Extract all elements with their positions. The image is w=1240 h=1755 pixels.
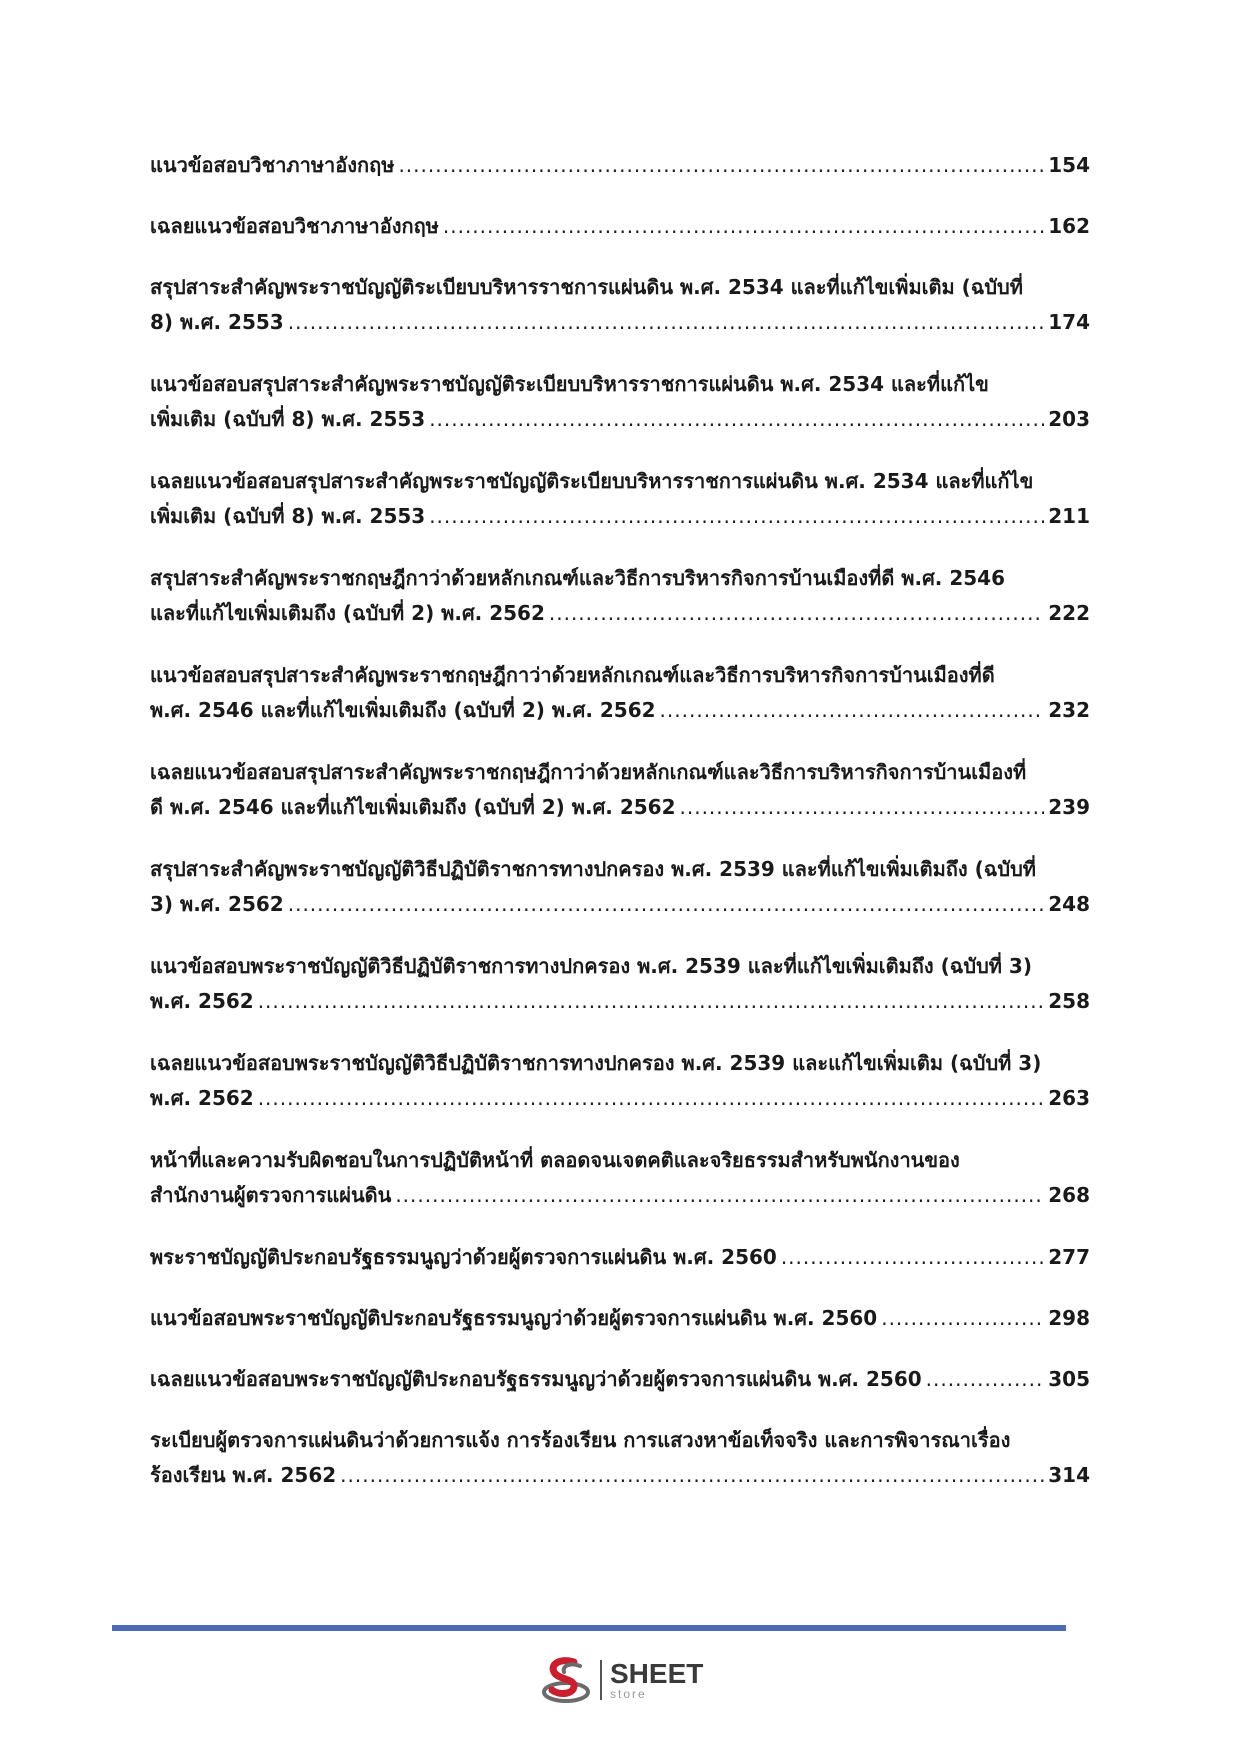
dot-leader xyxy=(781,1240,1044,1275)
toc-entry-title: เฉลยแนวข้อสอบพระราชบัญญัติประกอบรัฐธรรมนูญว่าด้วยผู้ตรวจการแผ่นดิน พ.ศ. 2560 xyxy=(150,1367,922,1391)
toc-page-number: 258 xyxy=(1048,989,1090,1013)
toc-entry-title-line: สรุปสาระสำคัญพระราชบัญญัติวิธีปฏิบัติราชการทางปกครอง พ.ศ. 2539 และที่แก้ไขเพิ่มเติมถึง (ฉบับที่ xyxy=(150,857,1036,881)
toc-entry[interactable] xyxy=(150,1046,1090,1116)
toc-page-number: 222 xyxy=(1048,601,1090,625)
toc-entry-title: 8) พ.ศ. 2553 xyxy=(150,310,284,334)
toc-entry-title-line: ระเบียบผู้ตรวจการแผ่นดินว่าด้วยการแจ้ง การร้องเรียน การแสวงหาข้อเท็จจริง และการพิจารณาเรื่อง xyxy=(150,1428,1011,1452)
toc-entry-final-line xyxy=(150,209,1090,244)
toc-entry-final-line xyxy=(150,1178,1090,1213)
toc-entry-title-line: สรุปสาระสำคัญพระราชกฤษฎีกาว่าด้วยหลักเกณฑ์และวิธีการบริหารกิจการบ้านเมืองที่ดี พ.ศ. 2546 xyxy=(150,566,1005,590)
toc-entry-title: ร้องเรียน พ.ศ. 2562 xyxy=(150,1463,337,1487)
dot-leader xyxy=(258,984,1045,1019)
toc-entry-title: สำนักงานผู้ตรวจการแผ่นดิน xyxy=(150,1183,392,1207)
toc-entry-title-line: เฉลยแนวข้อสอบพระราชบัญญัติวิธีปฏิบัติราชการทางปกครอง พ.ศ. 2539 และแก้ไขเพิ่มเติม (ฉบับที่ 3) xyxy=(150,1051,1042,1075)
toc-entry-title-line: แนวข้อสอบสรุปสาระสำคัญพระราชกฤษฎีกาว่าด้วยหลักเกณฑ์และวิธีการบริหารกิจการบ้านเมืองที่ดี xyxy=(150,663,995,687)
toc-entry[interactable] xyxy=(150,658,1090,728)
toc-page-number: 298 xyxy=(1048,1306,1090,1330)
toc-entry-title: เพิ่มเติม (ฉบับที่ 8) พ.ศ. 2553 xyxy=(150,407,426,431)
dot-leader xyxy=(549,596,1044,631)
sheet-store-logo xyxy=(540,1650,710,1710)
toc-entry-title-line: แนวข้อสอบสรุปสาระสำคัญพระราชบัญญัติระเบียบบริหารราชการแผ่นดิน พ.ศ. 2534 และที่แก้ไข xyxy=(150,372,989,396)
logo-s-icon xyxy=(540,1654,592,1706)
logo-sub: store xyxy=(610,1687,647,1701)
logo-word: SHEET xyxy=(610,1658,704,1689)
toc-page-number: 314 xyxy=(1048,1463,1090,1487)
toc-entry-final-line xyxy=(150,1458,1090,1493)
toc-entry-title: เพิ่มเติม (ฉบับที่ 8) พ.ศ. 2553 xyxy=(150,504,426,528)
table-of-contents xyxy=(150,148,1090,1520)
toc-entry-final-line xyxy=(150,148,1090,183)
dot-leader xyxy=(660,693,1045,728)
toc-entry-final-line xyxy=(150,984,1090,1019)
toc-entry[interactable] xyxy=(150,464,1090,534)
toc-entry-title-line: สรุปสาระสำคัญพระราชบัญญัติระเบียบบริหารราชการแผ่นดิน พ.ศ. 2534 และที่แก้ไขเพิ่มเติม (ฉบับที่ xyxy=(150,275,1023,299)
toc-page-number: 174 xyxy=(1048,310,1090,334)
dot-leader xyxy=(926,1362,1045,1397)
toc-entry-title-line: เฉลยแนวข้อสอบสรุปสาระสำคัญพระราชกฤษฎีกาว่าด้วยหลักเกณฑ์และวิธีการบริหารกิจการบ้านเมืองที่ xyxy=(150,760,1027,784)
toc-entry-title-line: เฉลยแนวข้อสอบสรุปสาระสำคัญพระราชบัญญัติระเบียบบริหารราชการแผ่นดิน พ.ศ. 2534 และที่แก้ไข xyxy=(150,469,1034,493)
toc-entry-title: แนวข้อสอบพระราชบัญญัติประกอบรัฐธรรมนูญว่าด้วยผู้ตรวจการแผ่นดิน พ.ศ. 2560 xyxy=(150,1306,878,1330)
toc-page-number: 162 xyxy=(1048,214,1090,238)
toc-page-number: 305 xyxy=(1048,1367,1090,1391)
toc-page-number: 211 xyxy=(1048,504,1090,528)
toc-entry-final-line xyxy=(150,596,1090,631)
dot-leader xyxy=(881,1301,1044,1336)
dot-leader xyxy=(395,1178,1044,1213)
toc-entry-final-line xyxy=(150,887,1090,922)
toc-entry[interactable] xyxy=(150,1143,1090,1213)
toc-entry[interactable] xyxy=(150,209,1090,244)
dot-leader xyxy=(340,1458,1044,1493)
footer-rule xyxy=(112,1625,1066,1631)
toc-entry[interactable] xyxy=(150,949,1090,1019)
toc-entry-title: และที่แก้ไขเพิ่มเติมถึง (ฉบับที่ 2) พ.ศ. 2562 xyxy=(150,601,545,625)
toc-entry-title-line: แนวข้อสอบพระราชบัญญัติวิธีปฏิบัติราชการทางปกครอง พ.ศ. 2539 และที่แก้ไขเพิ่มเติมถึง (ฉบับที่ 3) xyxy=(150,954,1032,978)
toc-entry-final-line xyxy=(150,1240,1090,1275)
toc-entry-title: พระราชบัญญัติประกอบรัฐธรรมนูญว่าด้วยผู้ตรวจการแผ่นดิน พ.ศ. 2560 xyxy=(150,1245,777,1269)
dot-leader xyxy=(288,305,1045,340)
toc-entry-title: ดี พ.ศ. 2546 และที่แก้ไขเพิ่มเติมถึง (ฉบับที่ 2) พ.ศ. 2562 xyxy=(150,795,676,819)
dot-leader xyxy=(429,499,1044,534)
toc-entry[interactable] xyxy=(150,270,1090,340)
toc-entry-title-line: หน้าที่และความรับผิดชอบในการปฏิบัติหน้าที่ ตลอดจนเจตคติและจริยธรรมสำหรับพนักงานของ xyxy=(150,1148,960,1172)
toc-page-number: 277 xyxy=(1048,1245,1090,1269)
toc-entry[interactable] xyxy=(150,561,1090,631)
toc-entry-final-line xyxy=(150,1081,1090,1116)
toc-entry-final-line xyxy=(150,693,1090,728)
toc-entry-final-line xyxy=(150,402,1090,437)
toc-entry[interactable] xyxy=(150,852,1090,922)
toc-entry[interactable] xyxy=(150,367,1090,437)
toc-entry[interactable] xyxy=(150,1362,1090,1397)
toc-entry[interactable] xyxy=(150,1423,1090,1493)
toc-page-number: 268 xyxy=(1048,1183,1090,1207)
toc-page-number: 203 xyxy=(1048,407,1090,431)
toc-page-number: 232 xyxy=(1048,698,1090,722)
toc-entry-title: เฉลยแนวข้อสอบวิชาภาษาอังกฤษ xyxy=(150,214,439,238)
toc-entry-final-line xyxy=(150,1301,1090,1336)
toc-page-number: 263 xyxy=(1048,1086,1090,1110)
logo-separator xyxy=(600,1660,602,1700)
toc-entry-title: 3) พ.ศ. 2562 xyxy=(150,892,284,916)
toc-entry-final-line xyxy=(150,1362,1090,1397)
toc-entry-title: พ.ศ. 2562 xyxy=(150,1086,254,1110)
dot-leader xyxy=(258,1081,1045,1116)
toc-entry-title: พ.ศ. 2562 xyxy=(150,989,254,1013)
dot-leader xyxy=(398,148,1044,183)
toc-entry-final-line xyxy=(150,305,1090,340)
dot-leader xyxy=(680,790,1045,825)
toc-entry-final-line xyxy=(150,790,1090,825)
dot-leader xyxy=(288,887,1045,922)
toc-entry-title: พ.ศ. 2546 และที่แก้ไขเพิ่มเติมถึง (ฉบับที่ 2) พ.ศ. 2562 xyxy=(150,698,656,722)
toc-entry[interactable] xyxy=(150,1240,1090,1275)
toc-entry[interactable] xyxy=(150,148,1090,183)
toc-page-number: 239 xyxy=(1048,795,1090,819)
dot-leader xyxy=(429,402,1044,437)
toc-entry-final-line xyxy=(150,499,1090,534)
toc-page-number: 154 xyxy=(1048,153,1090,177)
toc-entry-title: แนวข้อสอบวิชาภาษาอังกฤษ xyxy=(150,153,395,177)
dot-leader xyxy=(443,209,1044,244)
toc-page-number: 248 xyxy=(1048,892,1090,916)
toc-entry[interactable] xyxy=(150,1301,1090,1336)
toc-entry[interactable] xyxy=(150,755,1090,825)
